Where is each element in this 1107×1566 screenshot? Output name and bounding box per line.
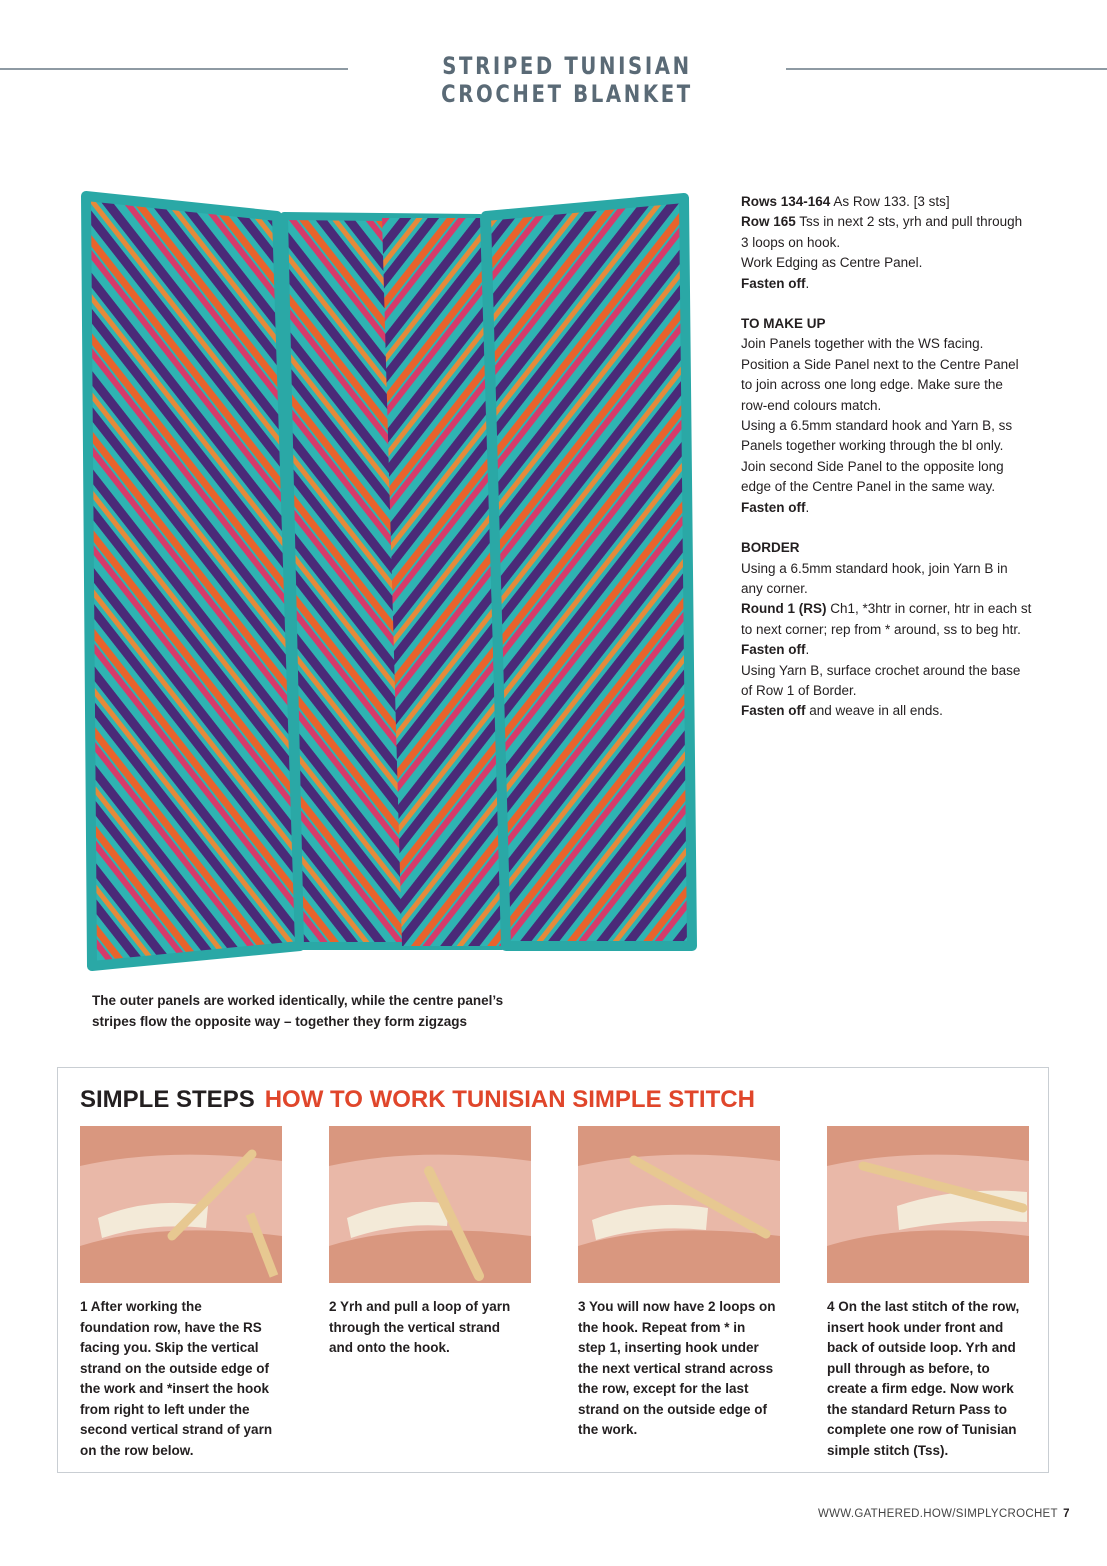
step-line: create a firm edge. Now work	[827, 1381, 1014, 1396]
pattern-fasten-off	[741, 498, 1051, 518]
pattern-line: any corner.	[741, 580, 808, 596]
pattern-text	[741, 192, 1051, 722]
page-footer	[818, 1508, 1070, 1520]
step-line: 1 After working the	[80, 1299, 202, 1314]
page-title: STRIPED TUNISIAN CROCHET BLANKET	[441, 52, 693, 108]
pattern-row-134-164	[741, 192, 1051, 212]
step-line: step 1, inserting hook under	[578, 1340, 759, 1355]
section-heading: BORDER	[741, 540, 800, 556]
step-2-text	[329, 1297, 539, 1359]
step-line: complete one row of Tunisian	[827, 1422, 1017, 1437]
step-line: insert hook under front and	[827, 1319, 1004, 1335]
step-line: second vertical strand of yarn	[80, 1422, 273, 1437]
step-line: strand on the outside edge of	[578, 1401, 768, 1417]
pattern-fasten-off	[741, 640, 1051, 660]
period: .	[805, 275, 810, 291]
fasten-off-label: Fasten off	[741, 642, 806, 658]
fasten-off-label: Fasten off	[741, 499, 806, 515]
step-line: 2 Yrh and pull a loop of yarn	[329, 1299, 511, 1314]
pattern-line: Position a Side Panel next to the Centre Panel	[741, 356, 1019, 372]
step-1-text	[80, 1297, 290, 1461]
period: .	[805, 642, 810, 658]
header-rule-right	[786, 68, 1107, 70]
period: .	[805, 499, 810, 515]
step-line: 3 You will now have 2 loops on	[578, 1299, 776, 1314]
pattern-line: Using a 6.5mm standard hook and Yarn B, ss	[741, 418, 1013, 434]
simple-steps-heading	[80, 1086, 755, 1114]
footer-url[interactable]: WWW.GATHERED.HOW/SIMPLYCROCHET	[818, 1508, 1058, 1520]
step-line: strand on the outside edge of	[80, 1360, 270, 1376]
caption-line: stripes flow the opposite way – together they form zigzags	[92, 1014, 468, 1029]
step-line: facing you. Skip the vertical	[80, 1340, 259, 1355]
make-up-heading	[741, 314, 1051, 334]
pattern-line: Using Yarn B, surface crochet around the base	[741, 662, 1021, 678]
pattern-line: Panels together working through the bl only.	[741, 438, 1004, 454]
step-line: and onto the hook.	[329, 1340, 450, 1355]
pattern-row-165	[741, 212, 1051, 232]
heading-part: SIMPLE STEPS	[80, 1086, 255, 1113]
border-heading	[741, 538, 1051, 558]
pattern-line: Using a 6.5mm standard hook, join Yarn B in	[741, 560, 1008, 576]
header-rule-left	[0, 68, 348, 70]
pattern-round-1	[741, 599, 1051, 619]
fasten-off-label: Fasten off	[741, 703, 806, 719]
blanket-photo	[72, 186, 702, 974]
section-heading: TO MAKE UP	[741, 316, 826, 332]
pattern-line: row-end colours match.	[741, 397, 882, 413]
step-1-photo	[80, 1126, 282, 1283]
pattern-final	[741, 701, 1051, 721]
step-4-photo	[827, 1126, 1029, 1283]
pattern-line: Join Panels together with the WS facing.	[741, 336, 984, 352]
pattern-line: edge of the Centre Panel in the same way.	[741, 479, 996, 495]
pattern-line: to next corner; rep from * around, ss to beg htr.	[741, 621, 1021, 637]
step-line: the hook. Repeat from * in	[578, 1319, 746, 1335]
step-2-photo	[329, 1126, 531, 1283]
step-line: the row, except for the last	[578, 1381, 749, 1396]
fasten-off-label: Fasten off	[741, 275, 806, 291]
pattern-line: of Row 1 of Border.	[741, 682, 857, 698]
blanket-centre-panel	[284, 216, 502, 946]
step-3-text	[578, 1297, 788, 1441]
row-label: Row 165	[741, 214, 796, 230]
step-line: 4 On the last stitch of the row,	[827, 1299, 1020, 1314]
round-label: Round 1 (RS)	[741, 601, 827, 617]
row-label: Rows 134-164	[741, 194, 831, 209]
step-4-text	[827, 1297, 1037, 1461]
pattern-line: to join across one long edge. Make sure the	[741, 377, 1003, 393]
pattern-fasten-off	[741, 274, 1051, 294]
step-line: on the row below.	[80, 1442, 194, 1458]
pattern-line: 3 loops on hook.	[741, 234, 841, 250]
step-line: foundation row, have the RS	[80, 1319, 262, 1335]
blanket-right-panel	[486, 198, 692, 946]
step-line: the work and *insert the hook	[80, 1381, 270, 1396]
caption-line: The outer panels are worked identically, while the centre panel’s	[92, 993, 504, 1008]
round-text: Ch1, *3htr in corner, htr in each st	[826, 601, 1032, 617]
final-text: and weave in all ends.	[805, 703, 943, 719]
step-line: the standard Return Pass to	[827, 1401, 1008, 1417]
row-text: Tss in next 2 sts, yrh and pull through	[795, 214, 1023, 230]
step-line: through the vertical strand	[329, 1319, 501, 1335]
blanket-left-panel	[86, 196, 300, 966]
page-number: 7	[1063, 1508, 1070, 1520]
step-3-photo	[578, 1126, 780, 1283]
pattern-line: Join second Side Panel to the opposite long	[741, 458, 1004, 474]
step-line: back of outside loop. Yrh and	[827, 1340, 1016, 1355]
step-line: the next vertical strand across	[578, 1360, 774, 1376]
heading-part: HOW TO WORK TUNISIAN SIMPLE STITCH	[264, 1086, 755, 1113]
step-line: simple stitch (Tss).	[827, 1442, 949, 1458]
step-line: pull through as before, to	[827, 1360, 990, 1376]
step-line: the work.	[578, 1422, 638, 1437]
pattern-line: Work Edging as Centre Panel.	[741, 255, 923, 271]
step-line: from right to left under the	[80, 1401, 250, 1417]
photo-caption	[92, 990, 552, 1032]
row-text: As Row 133. [3 sts]	[830, 194, 950, 209]
page-header	[0, 52, 1107, 108]
